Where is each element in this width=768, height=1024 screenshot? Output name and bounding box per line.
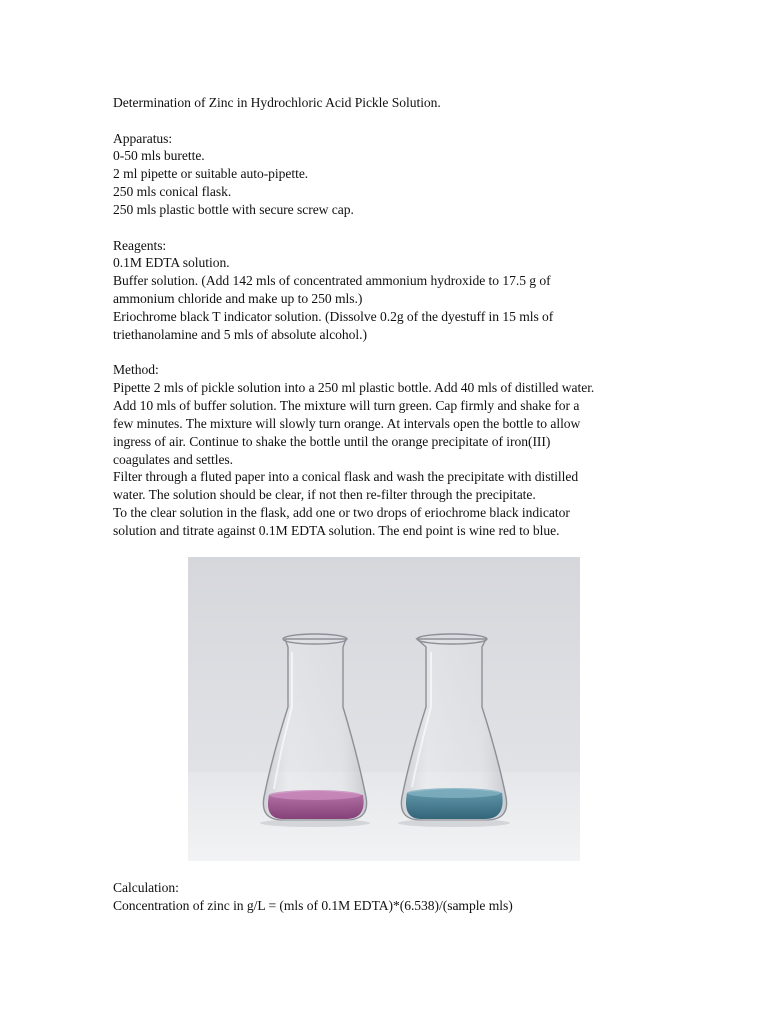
method-line: water. The solution should be clear, if not then re-filter through the precipitate. [113,487,536,502]
reagents-heading: Reagents: [113,238,167,253]
method-line: solution and titrate against 0.1M EDTA solution. The end point is wine red to blue. [113,523,560,538]
photo-wall [188,557,580,772]
apparatus-item: 250 mls plastic bottle with secure screw cap. [113,202,354,217]
reagents-line: Buffer solution. (Add 142 mls of concentrated ammonium hydroxide to 17.5 g of [113,273,551,288]
photo-table [188,772,580,861]
apparatus-heading: Apparatus: [113,131,173,146]
method-line: ingress of air. Continue to shake the bottle until the orange precipitate of iron(III) [113,434,551,449]
method-line: Pipette 2 mls of pickle solution into a 250 ml plastic bottle. Add 40 mls of distilled water. [113,380,595,395]
apparatus-item: 2 ml pipette or suitable auto-pipette. [113,166,309,181]
method-heading: Method: [113,362,159,377]
method-line: Add 10 mls of buffer solution. The mixture will turn green. Cap firmly and shake for a [113,398,580,413]
method-line: Filter through a fluted paper into a conical flask and wash the precipitate with distilled [113,469,579,484]
flasks-photo [188,557,580,861]
reagents-line: Eriochrome black T indicator solution. (Dissolve 0.2g of the dyestuff in 15 mls of [113,309,554,324]
calculation-formula: Concentration of zinc in g/L = (mls of 0.1M EDTA)*(6.538)/(sample mls) [113,898,513,913]
document-title: Determination of Zinc in Hydrochloric Acid Pickle Solution. [113,95,441,110]
reagents-line: 0.1M EDTA solution. [113,255,230,270]
method-line: few minutes. The mixture will slowly turn orange. At intervals open the bottle to allow [113,416,581,431]
apparatus-item: 250 mls conical flask. [113,184,232,199]
reagents-line: ammonium chloride and make up to 250 mls.) [113,291,363,306]
calculation-heading: Calculation: [113,880,179,895]
method-line: To the clear solution in the flask, add one or two drops of eriochrome black indicator [113,505,570,520]
apparatus-item: 0-50 mls burette. [113,148,205,163]
reagents-line: triethanolamine and 5 mls of absolute alcohol.) [113,327,367,342]
method-line: coagulates and settles. [113,452,234,467]
